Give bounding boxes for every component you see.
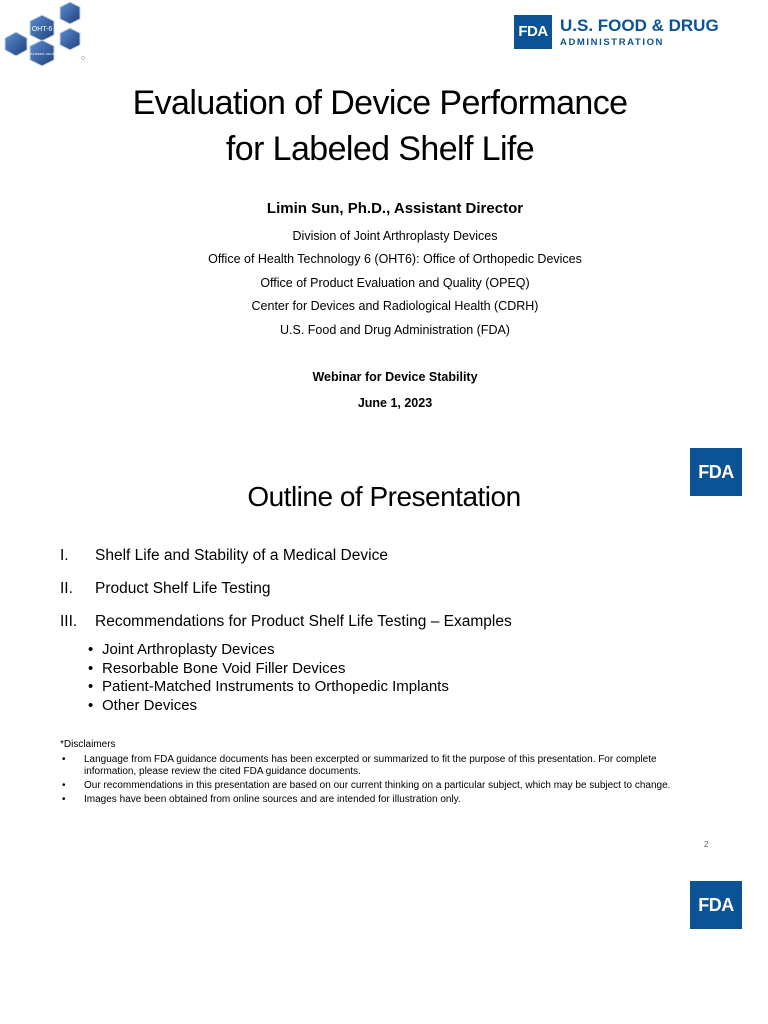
affiliation-line: Center for Devices and Radiological Health (CDRH) [251, 299, 539, 314]
bullet-dot: • [88, 641, 94, 658]
oht6-hexagon-logo [0, 0, 92, 66]
outline-number: I. [60, 547, 69, 564]
bullet-dot: • [62, 794, 66, 805]
disclaimer-list [60, 754, 700, 808]
bullet-item [88, 697, 449, 716]
affiliation-line: Office of Health Technology 6 (OHT6): Office of Orthopedic Devices [208, 252, 582, 267]
outline-item [60, 578, 700, 611]
hexagon-shape [60, 2, 80, 24]
disclaimer-item [60, 780, 700, 792]
fda-banner-logo [514, 15, 746, 49]
oht6-sub-label: ORTHOPEDIC DEVICES [25, 52, 59, 56]
hexagon-shape [60, 28, 80, 50]
bullet-text: Patient-Matched Instruments to Orthopedic Implants [102, 678, 449, 696]
oht6-label: OHT-6 [31, 26, 53, 33]
disclaimer-item [60, 754, 700, 778]
outline-text: Product Shelf Life Testing [95, 580, 271, 597]
outline-text: Recommendations for Product Shelf Life Testing – Examples [95, 613, 512, 630]
bullet-item [88, 641, 449, 660]
outline-number: III. [60, 613, 78, 630]
bullet-dot: • [62, 780, 66, 791]
disclaimer-item [60, 794, 700, 806]
outline-list [60, 545, 700, 644]
bullet-text: Resorbable Bone Void Filler Devices [102, 659, 346, 677]
outline-item [60, 611, 700, 644]
disclaimer-text: Language from FDA guidance documents has been excerpted or summarized to fit the purpose of this presentation. For complete information, please review the cited FDA guidance documents. [84, 754, 657, 777]
hexagon-shape [5, 32, 27, 56]
bullet-item [88, 678, 449, 697]
speaker-name: Limin Sun, Ph.D., Assistant Director [266, 200, 524, 217]
slide-title [0, 80, 760, 172]
outline-number: II. [60, 580, 73, 597]
fda-corner-logo: FDA [690, 448, 742, 496]
affiliation-line: U.S. Food and Drug Administration (FDA) [280, 322, 510, 337]
outline-text: Shelf Life and Stability of a Medical Device [95, 547, 388, 564]
fda-logo-box: FDA [514, 15, 552, 49]
title-line-1: Evaluation of Device Performance [132, 84, 628, 122]
bullet-dot: • [88, 697, 94, 715]
event-date: June 1, 2023 [357, 396, 433, 410]
fda-logo-subtitle: ADMINISTRATION [560, 37, 665, 48]
disclaimer-title: *Disclaimers [60, 739, 116, 750]
event-name: Webinar for Device Stability [312, 370, 478, 384]
title-line-2: for Labeled Shelf Life [225, 130, 535, 168]
bullet-dot: • [62, 754, 66, 765]
outline-title: Outline of Presentation [247, 481, 521, 512]
bullet-text: Other Devices [102, 697, 198, 715]
bullet-item [88, 660, 449, 679]
fda-logo-name: U.S. FOOD & DRUG [560, 16, 719, 35]
bullet-text: Joint Arthroplasty Devices [102, 641, 275, 658]
affiliation-line: Office of Product Evaluation and Quality (OPEQ) [260, 275, 530, 290]
page-number: 2 [704, 840, 709, 849]
disclaimer-text: Images have been obtained from online sources and are intended for illustration only. [84, 794, 461, 805]
affiliation-line: Division of Joint Arthroplasty Devices [292, 229, 498, 243]
example-bullets [88, 641, 449, 716]
outline-item [60, 545, 700, 578]
bullet-dot: • [88, 659, 94, 677]
affiliations [0, 226, 768, 343]
bullet-dot: • [88, 678, 94, 696]
fda-corner-logo: FDA [690, 881, 742, 929]
disclaimer-text: Our recommendations in this presentation are based on our current thinking on a particular subject, which may be subject to change. [84, 780, 671, 791]
